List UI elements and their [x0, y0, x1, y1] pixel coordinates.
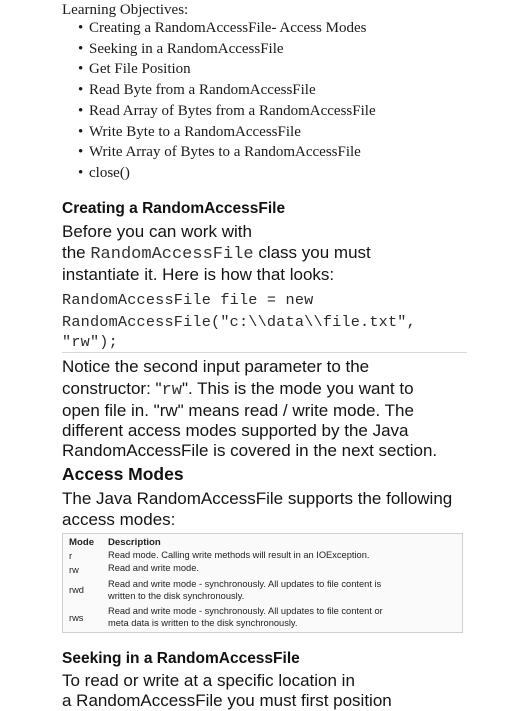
creating-intro-line: the RandomAccessFile class you must	[62, 243, 371, 264]
objective-item: • close()	[78, 163, 376, 184]
creating-heading: Creating a RandomAccessFile	[62, 200, 286, 217]
code-line: RandomAccessFile file = new	[62, 291, 314, 309]
notice-line: RandomAccessFile is covered in the next section.	[62, 441, 438, 460]
notice-line: constructor: "rw". This is the mode you want to	[62, 379, 414, 400]
inline-code: rw	[161, 381, 182, 400]
objective-item: • Seeking in a RandomAccessFile	[78, 39, 376, 60]
code-line: "rw");	[62, 333, 118, 351]
access-modes-heading: Access Modes	[62, 464, 184, 484]
mode-cell: r	[69, 551, 73, 561]
description-cell: Read mode. Calling write methods will result in an IOException.	[108, 550, 370, 560]
seeking-line: To read or write at a specific location in	[62, 671, 355, 690]
learning-objectives-title: Learning Objectives:	[62, 2, 189, 18]
objective-item: • Write Array of Bytes to a RandomAccessFile	[78, 142, 376, 163]
inline-code: RandomAccessFile	[90, 245, 254, 264]
creating-intro-line: Before you can work with	[62, 222, 252, 241]
mode-cell: rw	[69, 565, 79, 575]
seeking-line: a RandomAccessFile you must first position	[62, 691, 392, 710]
objective-item: • Get File Position	[78, 59, 376, 80]
objective-item: • Write Byte to a RandomAccessFile	[78, 122, 376, 143]
notice-line: open file in. "rw" means read / write mode. The	[62, 401, 414, 420]
objective-item: • Creating a RandomAccessFile- Access Modes	[78, 18, 376, 39]
divider	[62, 352, 467, 353]
mode-cell: rwd	[69, 585, 84, 595]
learning-objectives-list	[78, 18, 376, 184]
table-header-description: Description	[108, 537, 161, 548]
description-cell: Read and write mode - synchronously. All updates to file content or meta data is written to the disk synchronously.	[108, 606, 383, 628]
description-cell: Read and write mode.	[108, 563, 199, 573]
code-line: RandomAccessFile("c:\\data\\file.txt",	[62, 313, 416, 331]
access-modes-line: The Java RandomAccessFile supports the following	[62, 489, 453, 508]
access-modes-table	[62, 533, 463, 633]
notice-line: Notice the second input parameter to the	[62, 357, 370, 376]
objective-item: • Read Byte from a RandomAccessFile	[78, 80, 376, 101]
creating-intro-line: instantiate it. Here is how that looks:	[62, 265, 335, 284]
notice-line: different access modes supported by the Java	[62, 421, 409, 440]
description-cell: Read and write mode - synchronously. All updates to file content is written to the disk synchronously.	[108, 579, 382, 601]
access-modes-line: access modes:	[62, 510, 176, 529]
seeking-heading: Seeking in a RandomAccessFile	[62, 650, 300, 667]
objective-item: • Read Array of Bytes from a RandomAccessFile	[78, 101, 376, 122]
mode-cell: rws	[69, 613, 84, 623]
table-header-mode: Mode	[69, 537, 95, 548]
